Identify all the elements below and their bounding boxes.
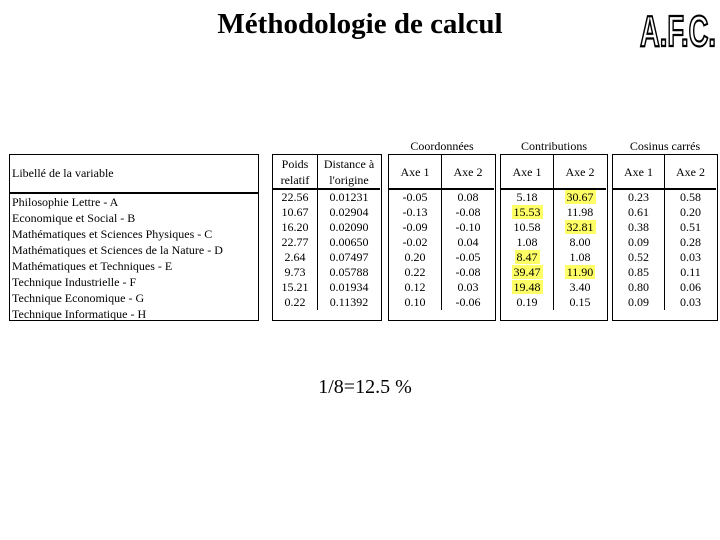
poids-cell-value: 0.22 xyxy=(284,295,306,309)
header-cosinus: Cosinus carrés xyxy=(629,139,701,153)
table-row xyxy=(501,280,606,295)
contrib-axe1-cell-value: 8.47 xyxy=(516,250,538,264)
cos-axe1-cell-value: 0.85 xyxy=(628,265,649,279)
poids-cell xyxy=(273,235,318,250)
table-row xyxy=(501,220,606,235)
coordonnees-block xyxy=(388,154,496,321)
distance-cell xyxy=(318,295,381,310)
distance-cell xyxy=(318,280,381,295)
cos-axe1-cell xyxy=(613,235,665,250)
table-row xyxy=(613,280,716,295)
contrib-axe1-cell-value: 39.47 xyxy=(513,265,541,279)
label-row: Mathématiques et Sciences de la Nature - D xyxy=(12,243,223,257)
table-row xyxy=(389,205,494,220)
poids-header-1: Poids xyxy=(281,156,309,171)
coord-axe1-cell-value: -0.05 xyxy=(402,190,428,204)
label-header: Libellé de la variable xyxy=(10,155,258,194)
contrib-axe2-cell-value: 11.90 xyxy=(566,265,594,279)
cos-axe1-header: Axe 1 xyxy=(613,155,665,189)
poids-cell-value: 22.77 xyxy=(281,235,309,249)
cos-axe2-cell xyxy=(665,235,717,250)
contrib-axe2-cell-value: 8.00 xyxy=(569,235,591,249)
distance-cell xyxy=(318,205,381,220)
cos-axe2-cell-value: 0.11 xyxy=(680,265,701,279)
coord-axe1-header: Axe 1 xyxy=(389,155,442,189)
cos-axe1-cell-value: 0.09 xyxy=(628,235,649,249)
cos-axe1-cell-value: 0.38 xyxy=(628,220,649,234)
table-row xyxy=(389,189,494,205)
contrib-axe1-cell-value: 0.19 xyxy=(516,295,538,309)
cos-axe1-cell xyxy=(613,295,665,310)
coord-axe1-cell xyxy=(389,205,442,220)
table-row xyxy=(613,205,716,220)
distance-cell xyxy=(318,265,381,280)
coord-axe2-cell-value: -0.10 xyxy=(455,220,481,234)
contrib-axe1-cell-value: 1.08 xyxy=(516,235,538,249)
distance-cell xyxy=(318,235,381,250)
coord-axe2-cell-value: 0.03 xyxy=(457,280,479,294)
coord-axe2-cell-value: -0.06 xyxy=(455,295,481,309)
distance-cell-value: 0.05788 xyxy=(329,265,369,279)
poids-cell xyxy=(273,220,318,235)
distance-cell xyxy=(318,189,381,205)
table-row xyxy=(501,295,606,310)
distance-cell-value: 0.01934 xyxy=(329,280,369,294)
contrib-axe2-cell-value: 32.81 xyxy=(566,220,594,234)
table-row xyxy=(273,295,380,310)
table-row xyxy=(273,205,380,220)
coord-axe2-cell xyxy=(442,235,495,250)
afc-logo xyxy=(638,0,718,54)
cos-axe2-cell-value: 0.06 xyxy=(680,280,701,294)
cos-axe2-cell-value: 0.20 xyxy=(680,205,701,219)
cos-axe1-cell xyxy=(613,220,665,235)
poids-cell-value: 15.21 xyxy=(281,280,309,294)
label-row: Mathématiques et Sciences Physiques - C xyxy=(12,227,213,241)
cos-axe2-cell xyxy=(665,189,717,205)
cos-axe1-cell xyxy=(613,189,665,205)
coord-axe2-cell-value: 0.04 xyxy=(457,235,479,249)
cosinus-block xyxy=(612,154,718,321)
contrib-axe2-cell xyxy=(554,205,607,220)
coord-axe1-cell-value: 0.20 xyxy=(404,250,426,264)
contrib-axe2-cell-value: 11.98 xyxy=(566,205,594,219)
cos-axe1-cell-value: 0.09 xyxy=(628,295,649,309)
fraction-note: 1/8=12.5 % xyxy=(318,376,412,398)
table-row xyxy=(389,235,494,250)
coord-axe2-cell xyxy=(442,205,495,220)
table-row xyxy=(613,250,716,265)
contrib-axe1-cell xyxy=(501,295,554,310)
coord-axe1-cell-value: -0.09 xyxy=(402,220,428,234)
label-row: Mathématiques et Techniques - E xyxy=(12,259,173,273)
cos-axe2-cell-value: 0.03 xyxy=(680,295,701,309)
contrib-axe1-cell xyxy=(501,250,554,265)
table-row xyxy=(613,189,716,205)
poids-header-2: relatif xyxy=(280,172,310,187)
distance-cell-value: 0.00650 xyxy=(329,235,369,249)
coord-axe1-cell xyxy=(389,295,442,310)
coord-axe2-header: Axe 2 xyxy=(442,155,495,189)
coord-axe2-cell-value: 0.08 xyxy=(457,190,479,204)
contrib-axe2-cell xyxy=(554,280,607,295)
label-row: Philosophie Lettre - A xyxy=(12,195,119,209)
poids-distance-block xyxy=(272,154,382,321)
coord-axe2-cell xyxy=(442,220,495,235)
contrib-axe1-cell-value: 5.18 xyxy=(516,190,538,204)
label-row: Technique Industrielle - F xyxy=(12,275,137,289)
distance-header-1: Distance à xyxy=(323,156,375,171)
poids-cell xyxy=(273,265,318,280)
poids-cell xyxy=(273,205,318,220)
cos-axe2-cell xyxy=(665,295,717,310)
table-row xyxy=(389,220,494,235)
cos-axe2-cell-value: 0.28 xyxy=(680,235,701,249)
poids-cell-value: 10.67 xyxy=(281,205,309,219)
table-row xyxy=(389,250,494,265)
contrib-axe2-cell-value: 30.67 xyxy=(566,190,594,204)
label-row: Economique et Social - B xyxy=(12,211,136,225)
table-row xyxy=(389,280,494,295)
table-row xyxy=(501,265,606,280)
coord-axe1-cell-value: 0.10 xyxy=(404,295,426,309)
cos-axe2-cell-value: 0.03 xyxy=(680,250,701,264)
cos-axe2-cell xyxy=(665,220,717,235)
distance-cell xyxy=(318,250,381,265)
contrib-axe1-cell-value: 19.48 xyxy=(513,280,541,294)
distance-cell-value: 0.11392 xyxy=(329,295,369,309)
poids-cell-value: 16.20 xyxy=(281,220,309,234)
contrib-axe2-cell-value: 1.08 xyxy=(569,250,591,264)
coord-axe1-cell-value: -0.13 xyxy=(402,205,428,219)
coord-axe2-cell xyxy=(442,295,495,310)
table-row xyxy=(273,235,380,250)
table-row xyxy=(273,220,380,235)
cos-axe2-header: Axe 2 xyxy=(665,155,717,189)
cos-axe2-cell-value: 0.58 xyxy=(680,190,701,204)
cos-axe1-cell-value: 0.52 xyxy=(628,250,649,264)
contrib-axe2-cell-value: 3.40 xyxy=(569,280,591,294)
table-row xyxy=(613,235,716,250)
coord-axe1-cell-value: 0.12 xyxy=(404,280,426,294)
label-row: Technique Informatique - H xyxy=(12,307,147,321)
poids-cell xyxy=(273,189,318,205)
table-row xyxy=(273,265,380,280)
poids-cell-value: 9.73 xyxy=(284,265,306,279)
cos-axe1-cell xyxy=(613,250,665,265)
poids-cell-value: 22.56 xyxy=(281,190,309,204)
table-row xyxy=(389,295,494,310)
coord-axe1-cell-value: 0.22 xyxy=(404,265,426,279)
cos-axe1-cell xyxy=(613,280,665,295)
contrib-axe1-cell xyxy=(501,189,554,205)
poids-cell xyxy=(273,250,318,265)
cos-axe2-cell xyxy=(665,250,717,265)
table-row xyxy=(389,265,494,280)
contributions-block xyxy=(500,154,608,321)
cos-axe2-cell xyxy=(665,205,717,220)
cos-axe1-cell xyxy=(613,265,665,280)
table-row xyxy=(613,295,716,310)
contrib-axe1-header: Axe 1 xyxy=(501,155,554,189)
contrib-axe1-cell-value: 15.53 xyxy=(513,205,541,219)
coord-axe2-cell xyxy=(442,265,495,280)
contrib-axe1-cell xyxy=(501,220,554,235)
contrib-axe1-cell xyxy=(501,235,554,250)
svg-text:A.F.C.: A.F.C. xyxy=(640,7,716,54)
contrib-axe1-cell xyxy=(501,280,554,295)
cos-axe1-cell-value: 0.23 xyxy=(628,190,649,204)
label-row: Technique Economique - G xyxy=(12,291,145,305)
contrib-axe2-cell-value: 0.15 xyxy=(569,295,591,309)
table-row xyxy=(273,250,380,265)
coord-axe2-cell xyxy=(442,189,495,205)
cos-axe1-cell-value: 0.80 xyxy=(628,280,649,294)
coord-axe2-cell-value: -0.05 xyxy=(455,250,481,264)
contrib-axe1-cell-value: 10.58 xyxy=(513,220,541,234)
contrib-axe2-cell xyxy=(554,235,607,250)
coord-axe1-cell xyxy=(389,280,442,295)
coord-axe2-cell-value: -0.08 xyxy=(455,265,481,279)
distance-cell-value: 0.01231 xyxy=(329,190,369,204)
contrib-axe2-cell xyxy=(554,295,607,310)
contrib-axe2-cell xyxy=(554,189,607,205)
distance-header-2: l'origine xyxy=(329,172,369,187)
cos-axe1-cell-value: 0.61 xyxy=(628,205,649,219)
distance-cell xyxy=(318,220,381,235)
contrib-axe2-header: Axe 2 xyxy=(554,155,607,189)
table-row xyxy=(273,189,380,205)
page-title: Méthodologie de calcul xyxy=(217,8,503,40)
coord-axe1-cell-value: -0.02 xyxy=(402,235,428,249)
coord-axe1-cell xyxy=(389,265,442,280)
contrib-axe1-cell xyxy=(501,265,554,280)
poids-cell xyxy=(273,295,318,310)
cos-axe2-cell-value: 0.51 xyxy=(680,220,701,234)
table-row xyxy=(501,250,606,265)
coord-axe1-cell xyxy=(389,220,442,235)
contrib-axe2-cell xyxy=(554,250,607,265)
table-row xyxy=(613,265,716,280)
header-coordonnees: Coordonnées xyxy=(410,139,474,153)
label-block xyxy=(9,154,259,321)
distance-cell-value: 0.02904 xyxy=(329,205,369,219)
cos-axe2-cell xyxy=(665,265,717,280)
table-row xyxy=(501,189,606,205)
coord-axe2-cell xyxy=(442,280,495,295)
coord-axe2-cell xyxy=(442,250,495,265)
poids-cell-value: 2.64 xyxy=(284,250,306,264)
contrib-axe2-cell xyxy=(554,220,607,235)
coord-axe1-cell xyxy=(389,250,442,265)
header-contributions: Contributions xyxy=(520,139,587,153)
distance-cell-value: 0.07497 xyxy=(329,250,369,264)
poids-cell xyxy=(273,280,318,295)
contrib-axe2-cell xyxy=(554,265,607,280)
distance-cell-value: 0.02090 xyxy=(329,220,369,234)
coord-axe1-cell xyxy=(389,235,442,250)
table-row xyxy=(273,280,380,295)
coord-axe1-cell xyxy=(389,189,442,205)
table-row xyxy=(501,235,606,250)
table-row xyxy=(613,220,716,235)
table-row xyxy=(501,205,606,220)
cos-axe2-cell xyxy=(665,280,717,295)
coord-axe2-cell-value: -0.08 xyxy=(455,205,481,219)
cos-axe1-cell xyxy=(613,205,665,220)
contrib-axe1-cell xyxy=(501,205,554,220)
